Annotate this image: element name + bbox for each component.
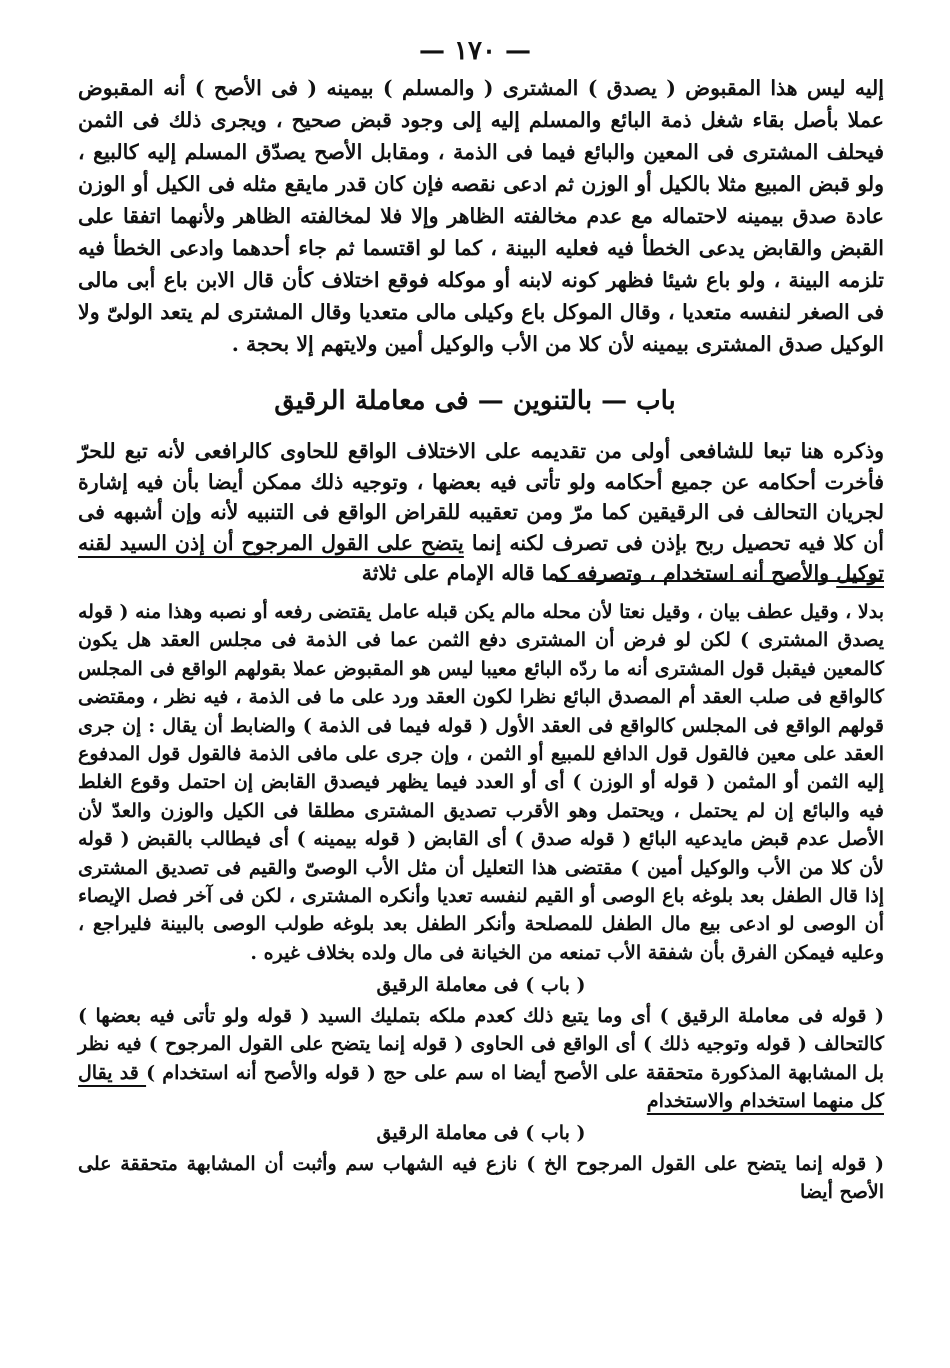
commentary-section [78, 598, 884, 1207]
commentary-paragraph-2-underlined: قد يقال كل منهما استخدام والاستخدام [78, 1061, 884, 1112]
main-text-paragraph: إليه ليس هذا المقبوض ( يصدق ) المشترى ( والمسلم ) بيمينه ( فى الأصح ) أنه المقبوض عملا بأصل بقاء شغل ذمة البائع والمسلم إليه إلى وجود قبض صحيح ، ويجرى ذلك فى الثمن فيحلف المشترى فى المعين والبائع فيما فى الذمة ، ومقابل الأصح يصدّق المسلم إليه كالبيع ، ولو قبض المبيع مثلا بالكيل أو الوزن ثم ادعى نقصه فإن كان قدر مايقع مثله فى الكيل أو الوزن عادة صدق بيمينه لاحتماله مع عدم مخالفته الظاهر وإلا فلا لمخالفته الظاهر ولأنهما اتفقا على القبض والقابض يدعى الخطأ فيه فعليه البينة ، كما لو اقتسما ثم جاء أحدهما وادعى الخطأ فيه تلزمه البينة ، ولو باع شيئا فظهر كونه لابنه أو موكله فوقع اختلاف كأن قال الابن باع أبى مالى فى الصغر لنفسه متعديا ، وقال الموكل باع وكيلى مالى متعديا وقال المشترى لم يتعد الولىّ ولا الوكيل صدق المشترى بيمينه لأن كلا من الأب والوكيل أمين ولايتهم إلا بحجة . [78, 76, 884, 356]
commentary-paragraph-3: ( قوله إنما يتضح على القول المرجوح الخ ) نازع فيه الشهاب سم وأثبت أن المشابهة متحققة على الأصح أيضا [78, 1152, 885, 1204]
footnote-divider [556, 580, 884, 582]
chapter-paragraph [78, 436, 884, 589]
commentary-paragraph-2 [78, 1002, 884, 1116]
chapter-paragraph-part1: وذكره هنا تبعا للشافعى أولى من تقديمه على الاختلاف الواقع للحاوى كالرافعى لأنه تبع للحرّ فأخرت أحكامه عن جميع أحكامه ولو تأتى فيه بعضها ، وتوجيه ذلك ممكن أيضا بأن فيه إشارة لجريان التحالف فى الرقيقين كما مرّ ومن تعقيبه للقراض الواقع فى التنبيه لأنه وإن أشبهه فى أن كلا فيه تحصيل ربح بإذن فى تصرف لكنه إنما [78, 439, 884, 555]
commentary-paragraph-1: بدلا ، وقيل عطف بيان ، وقيل نعتا لأن محله مالم يكن قبله عامل يقتضى رفعه أو نصبه وهذا منه ( قوله يصدق المشترى ) لكن لو فرض أن المشترى دفع الثمن عما فى الذمة فى مجلس العقد هل يكون كالمعين فيقبل قول المشترى أنه ما ردّه البائع معيبا ليس هو المقبوض عملا بقولهم الواقع فى المجلس كالواقع فى صلب العقد أم المصدق البائع نظرا لكون العقد ورد على ما فى الذمة ، فيه نظر ، ومقتضى قولهم الواقع فى المجلس كالواقع فى العقد الأول ( قوله فيما فى الذمة ) والضابط أن يقال : إن جرى العقد على معين فالقول قول الدافع للمبيع أو الثمن ، وإن جرى على مافى الذمة فالقول قول المدفوع إليه الثمن أو المثمن ( قوله أو الوزن ) أى أو العدد فيما يظهر فيصدق القابض إن احتمل وقوع الغلط فيه والبائع إن لم يحتمل ، ويحتمل وهو الأقرب تصديق المشترى مطلقا فى الكيل والوزن والعدّ لأن الأصل عدم قبض مايدعيه البائع ( قوله صدق ) أى القابض ( قوله بيمينه ) أى فيطالب بالقبض ( قوله لأن كلا من الأب والوكيل أمين ) مقتضى هذا التعليل أن مثل الأب الوصىّ والقيم فى تصديق المشترى إذا قال الطفل بعد بلوغه باع الوصى أو القيم لنفسه تعديا وأنكره المشترى ، لكن فى آخر فصل الإيصاء أن الوصى لو ادعى بيع مال الطفل للمصلحة وأنكر الطفل بعد بلوغه طولب الوصى بالبينة فليراجع ، وعليه فيمكن الفرق بأن شفقة الأب تمنعه من الخيانة فى مال ولده بخلاف غيره . [78, 601, 884, 964]
page-number: — ١٧٠ — [418, 36, 532, 66]
commentary-subheading-2: ( باب ) فى معاملة الرقيق [376, 1122, 586, 1145]
commentary-paragraph-2-part1: ( قوله فى معاملة الرقيق ) أى وما يتبع ذلك كعدم ملكه بتمليك السيد ( قوله ولو تأتى فيه بعضها ) كالتحالف ( قوله وتوجيه ذلك ) أى الواقع فى الحاوى ( قوله إنما يتضح على القول المرجوح ) فيه نظر بل المشابهة المذكورة متحققة على الأصح أيضا اه سم على حج ( قوله والأصح أنه استخدام ) [78, 1004, 884, 1084]
chapter-paragraph-underlined: يتضح على القول المرجوح أن إذن السيد لقنه توكيل [78, 530, 884, 585]
chapter-heading: باب — بالتنوين — فى معاملة الرقيق [274, 386, 676, 416]
commentary-subheading-1: ( باب ) فى معاملة الرقيق [376, 974, 586, 997]
chapter-paragraph-part2: والأصح أنه استخدام ، وتصرفه كما قاله الإمام على ثلاثة [361, 561, 837, 585]
